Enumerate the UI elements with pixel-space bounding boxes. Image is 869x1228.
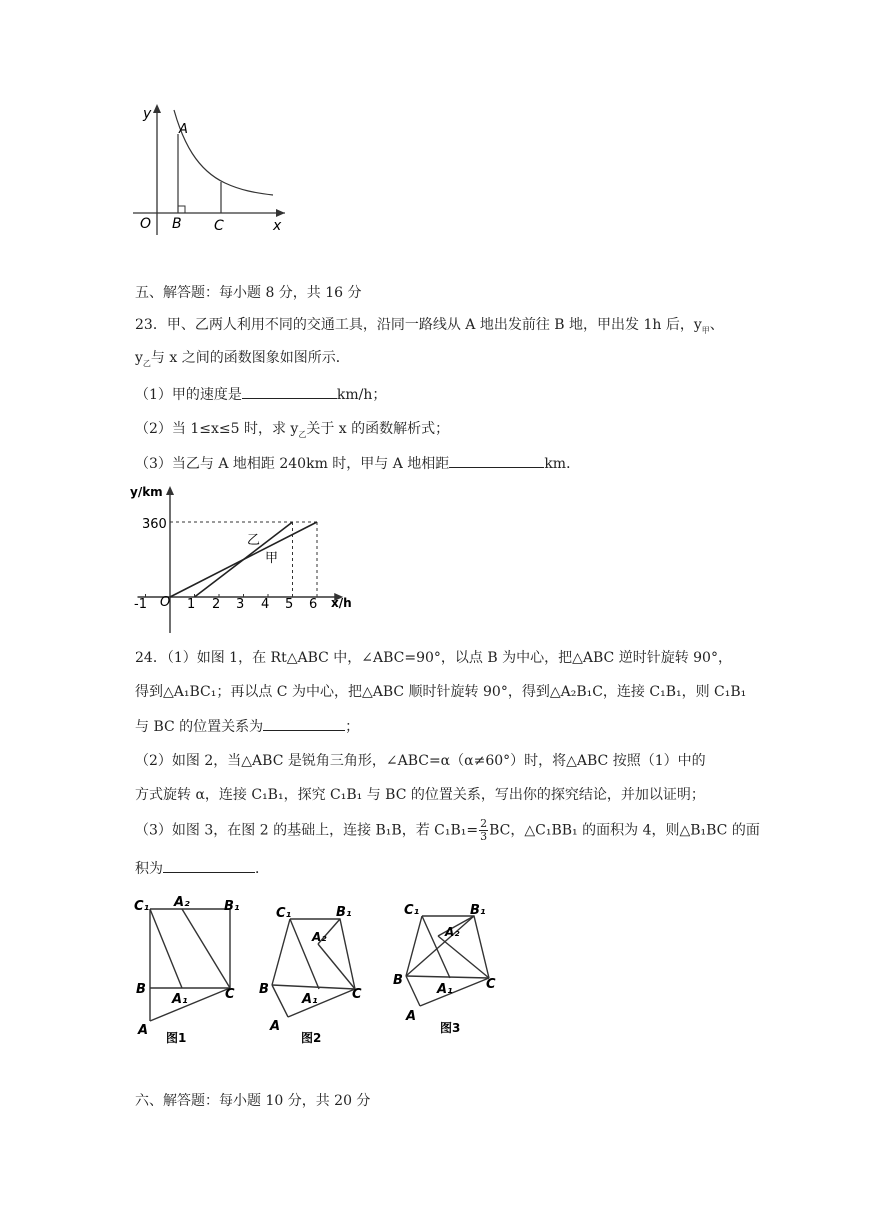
chart-xtick-6: 6 [309,597,318,612]
figure-2 [258,892,383,1047]
y-axis-label: y [143,106,152,122]
f1-label-b: B [136,982,146,997]
section6-heading: 六、解答题：每小题 10 分，共 20 分 [135,1093,371,1109]
fraction-two-thirds: $\frac{2}{3}$ [480,817,488,843]
q23-part1: （1）甲的速度是 km/h； [135,384,386,405]
f3-label-a: A [406,1009,417,1024]
f1-label-b1: B₁ [224,899,240,914]
origin-label: O [140,216,152,232]
f1-label-c1: C₁ [134,899,150,914]
f3-label-c: C [486,977,496,992]
q23-line1: 23．甲、乙两人利用不同的交通工具，沿同一路线从 A 地出发前往 B 地，甲出发 1h 后，$y_甲$、 [135,317,724,335]
q23-part3: （3）当乙与 A 地相距 240km 时，甲与 A 地相距 km． [135,453,580,474]
f2-label-c1: C₁ [276,906,292,921]
chart-xtick-1: 1 [187,597,196,612]
point-b-label: B [172,216,182,232]
section5-heading: 五、解答题：每小题 8 分，共 16 分 [135,285,362,301]
f2-label-a: A [270,1019,281,1034]
f3-caption: 图3 [440,1021,461,1035]
chart-xtick-2: 2 [212,597,221,612]
f3-label-a1: A₁ [437,982,453,997]
distance-time-chart [128,482,368,637]
f1-caption: 图1 [166,1031,187,1045]
f2-label-b: B [259,982,269,997]
chart-xtick-neg1: -1 [134,597,147,612]
q24-line5: 方式旋转 α，连接 C₁B₁，探究 C₁B₁ 与 BC 的位置关系，写出你的探究结论，并加以证明； [135,787,705,803]
f1-label-c: C [225,987,235,1002]
f3-label-b: B [393,973,403,988]
q24-line3: 与 BC 的位置关系为 ； [135,716,359,737]
answer-blank[interactable] [163,858,255,873]
hyperbola-figure [125,100,295,240]
chart-y-arrow [166,486,174,495]
f2-label-a2: A₂ [312,930,327,944]
x-axis-label: x [273,218,282,234]
chart-xtick-3: 3 [236,597,245,612]
f1-label-a2: A₂ [174,895,190,910]
q24-line4: （2）如图 2，当△ABC 是锐角三角形，∠ABC=α（α≠60°）时，将△ABC 按照（1）中的 [135,753,706,769]
figure-1 [132,892,247,1047]
q24-line7: 积为 ． [135,858,269,879]
chart-xtick-5: 5 [285,597,294,612]
q24-line6: （3）如图 3，在图 2 的基础上，连接 B₁B，若 C₁B₁= $\frac{2}{3}$ BC，△C₁BB₁ 的面积为 4，则△B₁BC 的面 [135,817,760,843]
f2-caption: 图2 [301,1031,322,1045]
q24-line1: 24．（1）如图 1，在 Rt△ABC 中，∠ABC=90°，以点 B 为中心，把△ABC 逆时针旋转 90°， [135,650,732,666]
q23-line2: $y_乙$与 x 之间的函数图象如图所示． [135,350,350,368]
f1-label-a: A [138,1023,149,1038]
figure-3 [392,892,502,1047]
q23-part2: （2）当 1≤x≤5 时，求 $y_乙$关于 x 的函数解析式； [135,421,450,439]
answer-blank[interactable] [449,453,544,468]
f2-label-c: C [352,987,362,1002]
point-c-label: C [214,218,224,234]
series-label-jia: 甲 [265,551,279,566]
f3-label-c1: C₁ [404,903,420,918]
q24-line2: 得到△A₁BC₁；再以点 C 为中心，把△ABC 顺时针旋转 90°，得到△A₂B₁C，连接 C₁B₁，则 C₁B₁ [135,684,747,700]
point-a-label: A [179,122,188,137]
chart-xlabel: x/h [331,596,352,610]
f2-label-a1: A₁ [302,992,318,1007]
f1-label-a1: A₁ [172,992,188,1007]
f3-label-b1: B₁ [470,903,486,918]
chart-ylabel: y/km [130,485,163,499]
answer-blank[interactable] [242,384,337,399]
answer-blank[interactable] [263,716,345,731]
f3-label-a2: A₂ [445,925,460,939]
chart-xtick-4: 4 [261,597,270,612]
chart-ytick-360: 360 [142,517,167,532]
chart-origin: O [160,595,171,610]
f2-label-b1: B₁ [336,905,352,920]
series-line-jia [170,522,317,597]
series-label-yi: 乙 [247,533,261,548]
